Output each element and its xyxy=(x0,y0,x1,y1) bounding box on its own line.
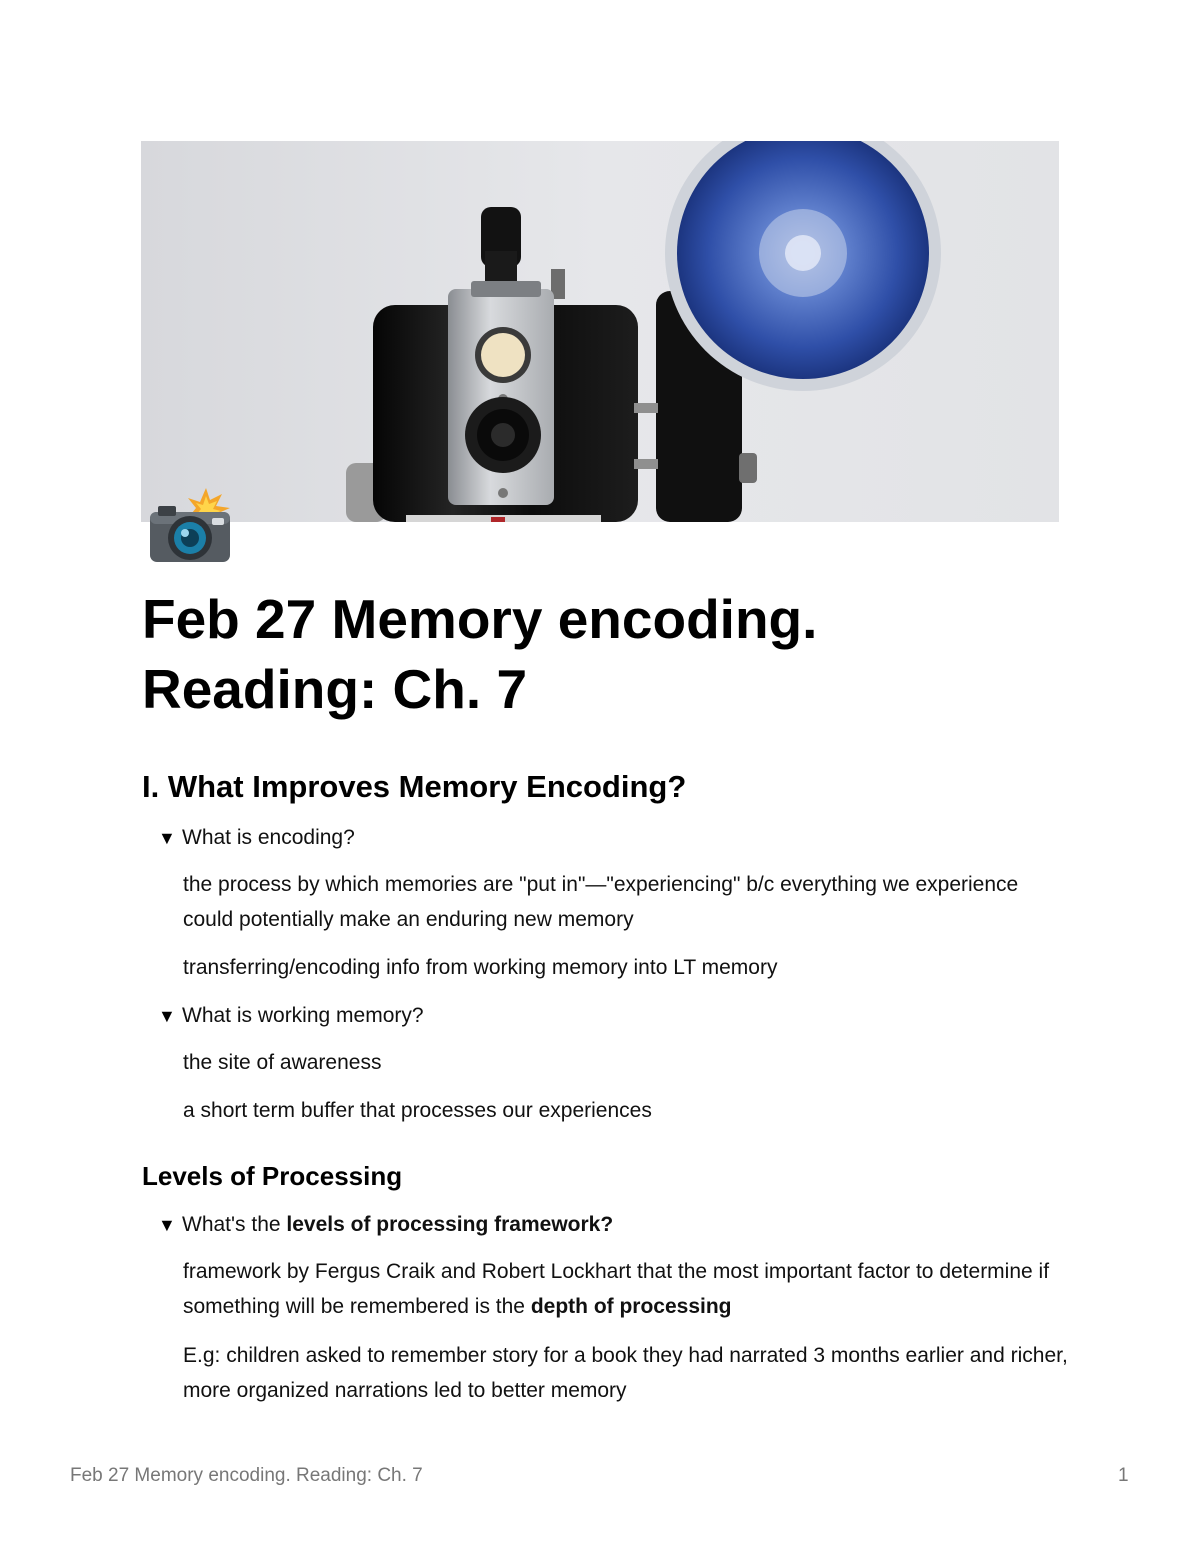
section-heading-what-improves: I. What Improves Memory Encoding? xyxy=(142,769,687,804)
footer-title: Feb 27 Memory encoding. Reading: Ch. 7 xyxy=(70,1465,423,1486)
toggle-triangle-icon[interactable]: ▼ xyxy=(158,1006,176,1026)
toggle-label: What is encoding? xyxy=(182,826,355,849)
toggle-triangle-icon[interactable]: ▼ xyxy=(158,828,176,848)
framework-definition-text: framework by Fergus Craik and Robert Lockhart that the most important factor to determine if something will be remembered is the xyxy=(183,1260,1050,1318)
toggle-label-bold: levels of processing framework? xyxy=(286,1213,614,1236)
toggle-triangle-icon[interactable]: ▼ xyxy=(158,1215,176,1235)
working-memory-buffer-paragraph: a short term buffer that processes our experiences xyxy=(183,1099,652,1122)
page-title-line-1: Feb 27 Memory encoding. xyxy=(142,588,818,650)
framework-example-paragraph: E.g: children asked to remember story for a book they had narrated 3 months earlier and richer, more organized narrations led to better memory xyxy=(183,1344,1068,1402)
depth-of-processing-bold: depth of processing xyxy=(530,1295,732,1318)
toggle-label: What is working memory? xyxy=(182,1004,424,1027)
toggle-levels-of-processing-framework[interactable] xyxy=(158,1210,613,1240)
page-title xyxy=(142,584,1072,724)
working-memory-site-paragraph: the site of awareness xyxy=(183,1051,382,1074)
encoding-definition-paragraph: the process by which memories are "put in"—"experiencing" b/c everything we experience could potentially make an enduring new memory xyxy=(183,873,1019,931)
toggle-what-is-working-memory[interactable] xyxy=(158,1001,424,1031)
section-heading-levels-of-processing: Levels of Processing xyxy=(142,1161,403,1191)
cover-image xyxy=(141,141,1059,522)
toggle-what-is-encoding[interactable] xyxy=(158,823,355,853)
encoding-transfer-paragraph: transferring/encoding info from working memory into LT memory xyxy=(183,956,778,979)
framework-definition-paragraph xyxy=(183,1254,1073,1324)
camera-with-flash-icon xyxy=(146,488,236,566)
page-title-line-2: Reading: Ch. 7 xyxy=(142,658,528,720)
toggle-label-prefix: What's the xyxy=(182,1213,287,1236)
page-number: 1 xyxy=(1118,1465,1129,1486)
